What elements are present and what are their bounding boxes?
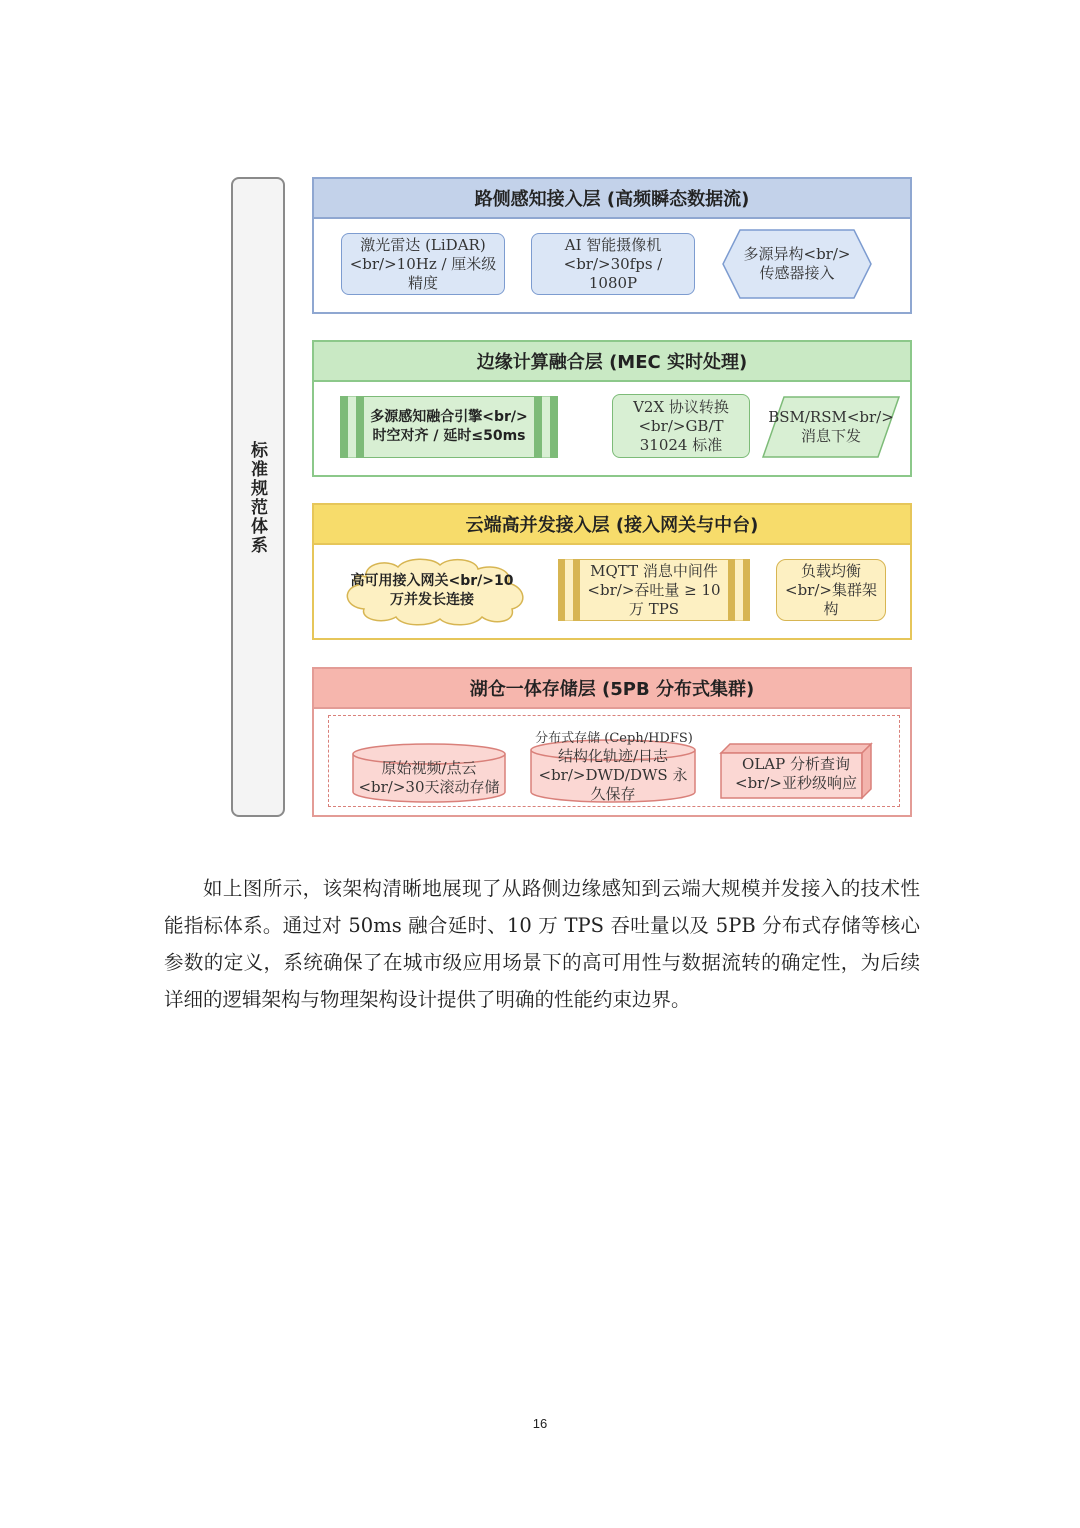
- node-label: 原始视频/点云<br/>30天滚动存储: [358, 759, 500, 796]
- group-label: 分布式存储 (Ceph/HDFS): [535, 731, 693, 746]
- ai-camera-node: [531, 233, 695, 295]
- layer-edge-computing: [312, 340, 912, 477]
- layer-title: 湖仓一体存储层 (5PB 分布式集群): [314, 669, 910, 709]
- page-number: 16: [532, 1416, 548, 1431]
- node-label: AI 智能摄像机<br/>30fps / 1080P: [563, 235, 663, 292]
- olap-node: [720, 743, 872, 799]
- layer-title: 边缘计算融合层 (MEC 实时处理): [314, 342, 910, 382]
- node-label: 多源异构<br/>传感器接入: [743, 245, 851, 282]
- node-label: BSM/RSM<br/>消息下发: [768, 408, 894, 445]
- multi-sensor-node: [722, 229, 872, 299]
- body-paragraph: 如上图所示，该架构清晰地展现了从路侧边缘感知到云端大规模并发接入的技术性能指标体系。通过对 50ms 融合延时、10 万 TPS 吞吐量以及 5PB 分布式存储等核心参数的定义，系统确保了在城市级应用场景下的高可用性与数据流转的确定性，为后续详细的逻辑架构与物理架构设计提供了明确的性能约束边界。: [164, 877, 920, 1011]
- mqtt-node: [558, 559, 750, 621]
- gateway-cloud-node: [336, 557, 528, 625]
- node-label: 多源感知融合引擎<br/>时空对齐 / 延时≤50ms: [370, 409, 528, 444]
- node-label: 高可用接入网关<br/>10万并发长连接: [350, 573, 514, 608]
- layer-perception: [312, 177, 912, 314]
- node-label: MQTT 消息中间件<br/>吞吐量 ≥ 10万 TPS: [587, 561, 721, 618]
- layer-lakehouse-storage: [312, 667, 912, 817]
- node-label: OLAP 分析查询<br/>亚秒级响应: [735, 755, 857, 792]
- layer-cloud-access: [312, 503, 912, 640]
- bsm-rsm-node: [762, 396, 900, 458]
- standards-side-bar: [231, 177, 285, 817]
- raw-video-node: [352, 743, 506, 803]
- node-label: 负载均衡<br/>集群架构: [785, 561, 877, 618]
- node-label: 激光雷达 (LiDAR)<br/>10Hz / 厘米级精度: [349, 235, 497, 292]
- layer-title: 路侧感知接入层 (高频瞬态数据流): [314, 179, 910, 219]
- v2x-protocol-node: [612, 394, 750, 458]
- node-label: 结构化轨迹/日志<br/>DWD/DWS 永久保存: [538, 746, 688, 803]
- node-label: V2X 协议转换<br/>GB/T 31024 标准: [633, 397, 729, 454]
- lidar-node: [341, 233, 505, 295]
- standards-side-label: 标准规范体系: [247, 441, 267, 555]
- fusion-engine-node: [340, 396, 558, 458]
- structured-log-node: [530, 739, 696, 803]
- layer-title: 云端高并发接入层 (接入网关与中台): [314, 505, 910, 545]
- load-balance-node: [776, 559, 886, 621]
